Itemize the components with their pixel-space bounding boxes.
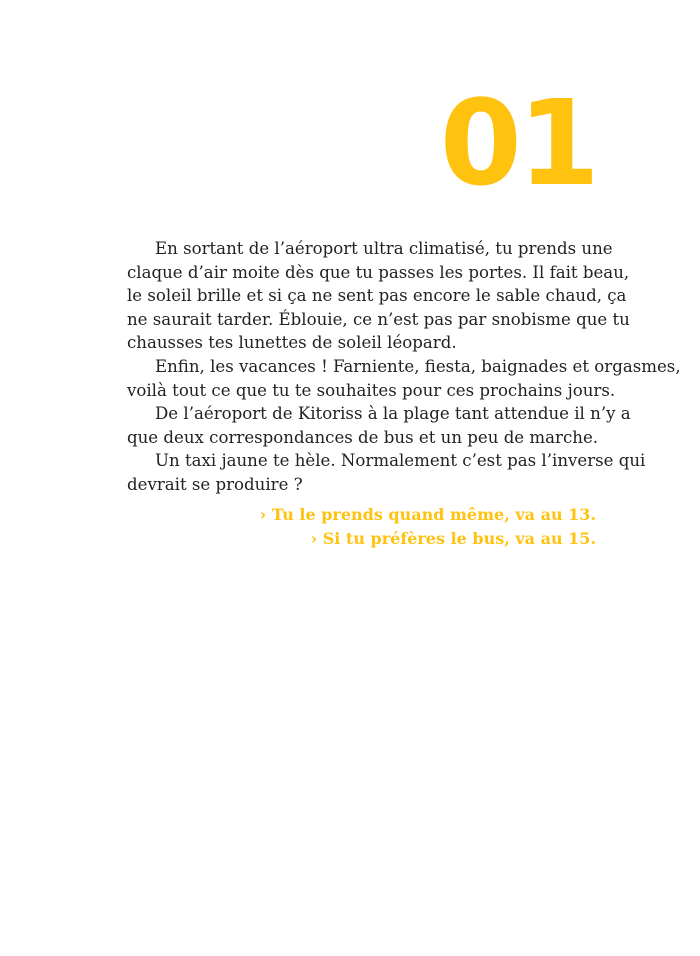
paragraph [127,449,646,496]
text-line: chausses tes lunettes de soleil léopard. [127,333,457,353]
text-line: que deux correspondances de bus et un peu de marche. [127,427,599,447]
paragraph [127,402,631,449]
text-line: Enfin, les vacances ! Farniente, fiesta, baignades et orgasmes, [155,356,681,376]
paragraph [127,237,630,355]
text-line: voilà tout ce que tu te souhaites pour ces prochains jours. [127,380,616,400]
story-text [127,237,681,497]
paragraph [127,355,681,402]
choice-link-15[interactable]: › Si tu préfères le bus, va au 15. [310,529,596,548]
choice-link-13[interactable]: › Tu le prends quand même, va au 13. [259,505,596,524]
text-line: le soleil brille et si ça ne sent pas encore le sable chaud, ça [127,286,627,306]
text-line: De l’aéroport de Kitoriss à la plage tant attendue il n’y a [155,404,631,424]
text-line: claque d’air moite dès que tu passes les portes. Il fait beau, [127,262,630,282]
text-line: Un taxi jaune te hèle. Normalement c’est pas l’inverse qui [155,451,646,471]
text-line: En sortant de l’aéroport ultra climatisé, tu prends une [155,239,613,258]
choices [260,503,596,551]
text-line: ne saurait tarder. Éblouie, ce n’est pas par snobisme que tu [127,309,630,329]
chapter-number: 01 [439,74,596,212]
text-line: devrait se produire ? [127,474,303,494]
